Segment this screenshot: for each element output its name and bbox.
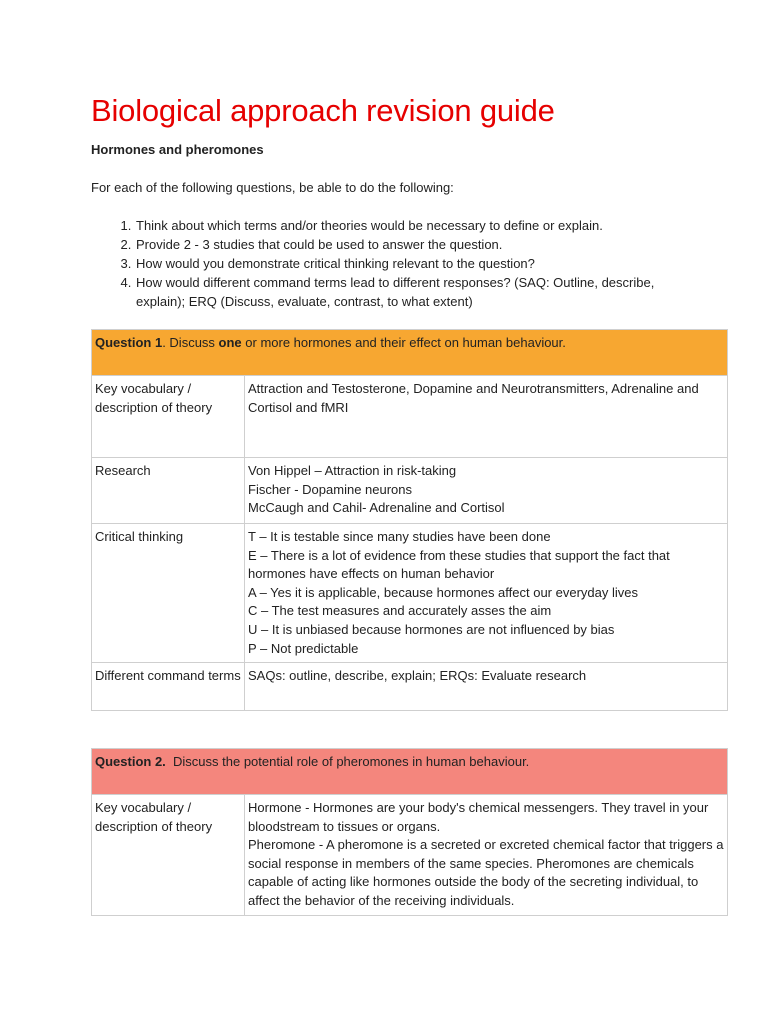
content-line: C – The test measures and accurately asses the aim: [248, 603, 552, 619]
page-title: Biological approach revision guide: [91, 93, 555, 128]
content-line: P – Not predictable: [248, 640, 359, 656]
list-item: 3. How would you demonstrate critical thinking relevant to the question?: [135, 254, 695, 273]
content-line: SAQs: outline, describe, explain; ERQs: Evaluate research: [248, 668, 587, 684]
question-1-label: Question 1: [95, 335, 163, 350]
question-2-header: [92, 749, 728, 795]
row-label-critical-thinking: Critical thinking: [92, 524, 245, 663]
row-label-vocabulary: Key vocabulary / description of theory: [92, 795, 245, 916]
list-item: 4. How would different command terms lead to different responses? (SAQ: Outline, describe, explain); ERQ (Discuss, evaluate, contrast, to what extent): [135, 273, 695, 311]
row-label-command-terms: Different command terms: [92, 663, 245, 711]
list-item: 1. Think about which terms and/or theories would be necessary to define or explain.: [135, 216, 695, 235]
question-1-text-b: or more hormones and their effect on human behaviour.: [241, 335, 566, 350]
intro-text: For each of the following questions, be able to do the following:: [91, 180, 454, 195]
row-content-vocabulary: [245, 795, 728, 916]
row-content-critical-thinking: [245, 524, 728, 663]
question-1-table: [91, 329, 728, 711]
content-line: A – Yes it is applicable, because hormones affect our everyday lives: [248, 584, 638, 600]
question-2-text: Discuss the potential role of pheromones in human behaviour.: [165, 754, 530, 769]
content-line: Von Hippel – Attraction in risk-taking: [248, 463, 457, 478]
question-2-table: [91, 748, 728, 916]
content-line: McCaugh and Cahil- Adrenaline and Cortisol: [248, 500, 505, 516]
question-1-emphasis: one: [218, 335, 242, 350]
instruction-list: [91, 216, 695, 311]
content-line: Attraction and Testosterone, Dopamine and Neurotransmitters, Adrenaline and Cortisol and fMRI: [248, 381, 699, 415]
section-subtitle: Hormones and pheromones: [91, 142, 264, 157]
content-line: Fischer - Dopamine neurons: [248, 481, 413, 497]
content-line: T – It is testable since many studies have been done: [248, 529, 551, 544]
content-line: E – There is a lot of evidence from these studies that support the fact that hormones have effects on human behavior: [248, 547, 670, 582]
row-content-research: [245, 458, 728, 524]
content-line: U – It is unbiased because hormones are not influenced by bias: [248, 621, 615, 637]
row-content-vocabulary: [245, 376, 728, 458]
question-2-label: Question 2.: [95, 754, 166, 769]
row-label-research: Research: [92, 458, 245, 524]
question-1-text-a: . Discuss: [162, 335, 219, 350]
content-line: Pheromone - A pheromone is a secreted or excreted chemical factor that triggers a social response in members of the same species. Pheromones are chemicals capable of acting like hormones outside the body of the secreting individual, to affect the behavior of the receiving individuals.: [248, 837, 724, 908]
list-item: 2. Provide 2 - 3 studies that could be used to answer the question.: [135, 235, 695, 254]
question-1-header: [92, 330, 728, 376]
row-label-vocabulary: Key vocabulary / description of theory: [92, 376, 245, 458]
content-line: Hormone - Hormones are your body's chemical messengers. They travel in your bloodstream to tissues or organs.: [248, 800, 709, 834]
row-content-command-terms: [245, 663, 728, 711]
